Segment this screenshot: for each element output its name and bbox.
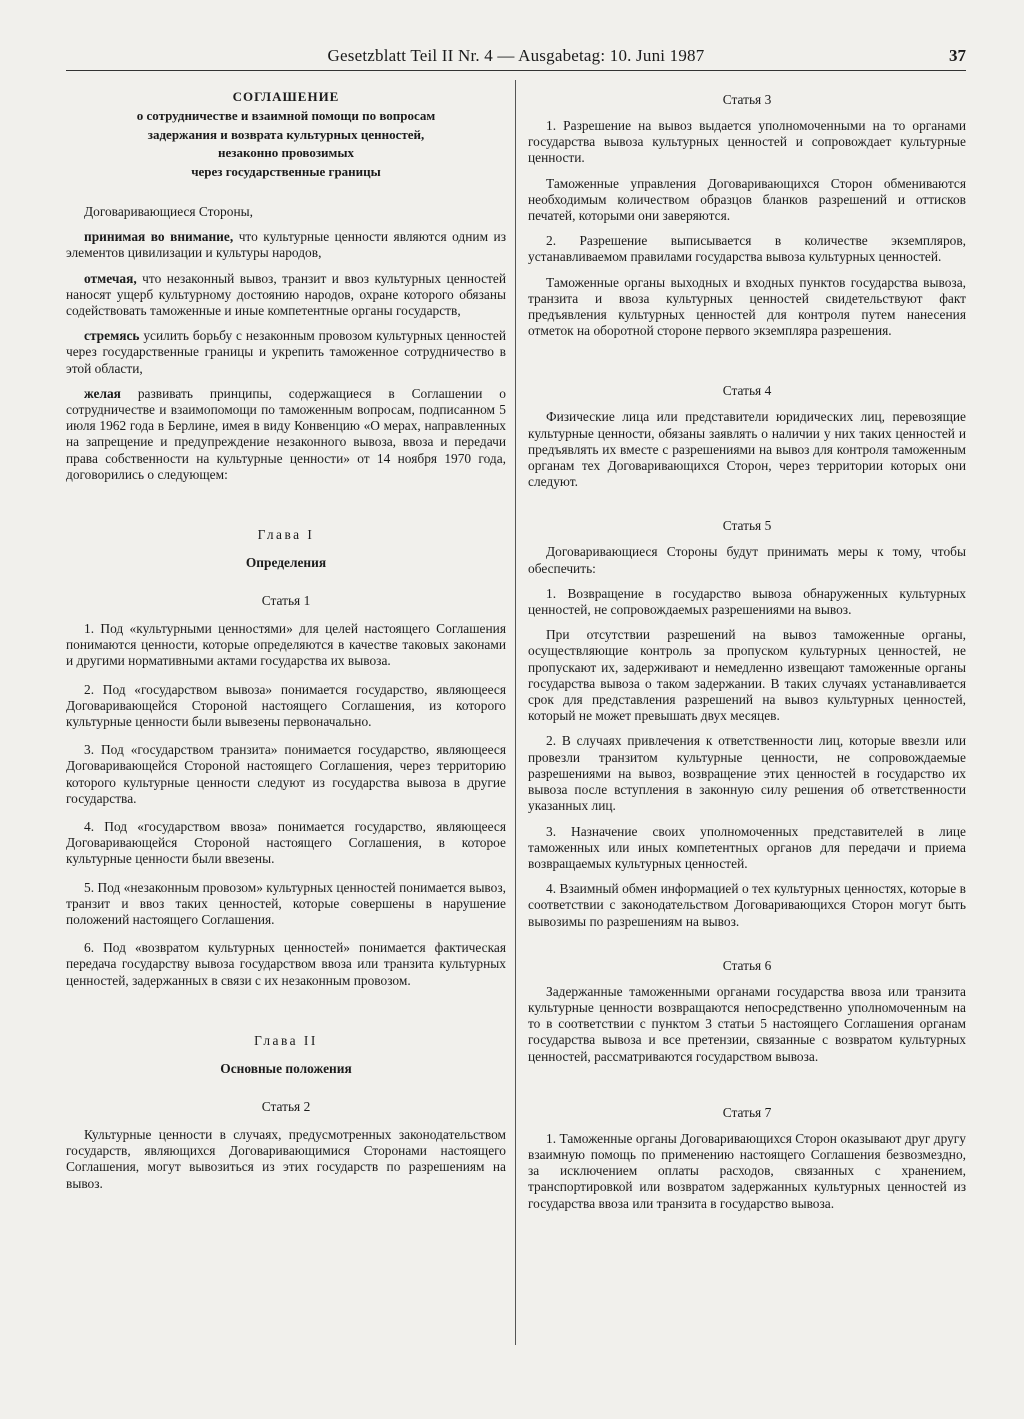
article-paragraph: Договаривающиеся Стороны будут принимать меры к тому, чтобы обеспечить: — [528, 544, 966, 576]
article-paragraph: 5. Под «незаконным провозом» культурных ценностей понимается вывоз, транзит и ввоз таких ценностей, которые совершены в нарушение положений настоящего Соглашения. — [66, 879, 506, 928]
chapter-title: Основные положения — [220, 1060, 352, 1076]
lead-phrase: желая — [84, 385, 121, 401]
header-rule — [66, 70, 966, 71]
gazette-title: Gesetzblatt Teil II Nr. 4 — Ausgabetag: 10. Juni 1987 — [327, 46, 705, 65]
article-paragraph: При отсутствии разрешений на вывоз таможенные органы, осуществляющие контроль за пропуском культурных ценностей, не пропускают их, задерживают и немедленно извещают таможенные органы государства вывоза о таком задержании. В таких случаях устанавливается срок для представления разрешений на вывоз культурных ценностей, который не может превышать двух месяцев. — [528, 627, 966, 724]
article-paragraph: 3. Под «государством транзита» понимается государство, являющееся Договаривающейся Стороной настоящего Соглашения, через территорию которого культурные ценности следуют из государства вывоза в другие государства. — [66, 742, 506, 806]
article-paragraph: Таможенные управления Договаривающихся Сторон обмениваются необходимым количеством образцов бланков разрешений и оттисков печатей, которыми они заверяются. — [528, 175, 966, 224]
article-label: Статья 1 — [261, 593, 311, 609]
article-paragraph: 1. Разрешение на вывоз выдается уполномоченными на то органами государства вывоза культурных ценностей и сопровождает культурные ценности. — [528, 118, 966, 166]
article-paragraph: 2. Разрешение выписывается в количестве экземпляров, устанавливаемом правилами государства вывоза культурных ценностей. — [528, 233, 966, 265]
left-column — [66, 82, 506, 1192]
chapter-label: Глава I — [257, 527, 315, 543]
preamble-paragraph — [66, 386, 506, 483]
article-paragraph: 2. В случаях привлечения к ответственности лиц, которые ввезли или провезли транзитом культурные ценности, не сопровождаемые разрешениями на вывоз, возвращение этих ценностей в государство их вывоза после вступления в законную силу решения об ответственности указанных лиц. — [528, 733, 966, 814]
title-line: задержания и возврата культурных ценностей, — [147, 126, 425, 142]
article-paragraph: 2. Под «государством вывоза» понимается государство, являющееся Договаривающейся Стороной настоящего Соглашения, из которого культурные ценности были вывезены первоначально. — [66, 681, 506, 730]
preamble-paragraph — [66, 229, 506, 261]
title-line: через государственные границы — [191, 164, 381, 180]
article-paragraph: Таможенные органы выходных и входных пунктов государства вывоза, транзита и ввоза культурных ценностей свидетельствуют факт предъявления культурных ценностей для контроля путем нанесения отметок на оборотной стороне первого экземпляра разрешения. — [528, 274, 966, 339]
paragraph-text: что незаконный вывоз, транзит и ввоз культурных ценностей наносят ущерб культурному достоянию народов, охране которого обязаны содействовать таможенные и иные компетентные органы государств, — [66, 270, 506, 318]
lead-phrase: отмечая, — [84, 270, 137, 286]
article-label: Статья 4 — [722, 383, 772, 399]
article-label: Статья 6 — [722, 957, 772, 973]
preamble-paragraph — [66, 328, 506, 377]
preamble-paragraph — [66, 271, 506, 320]
title-line: незаконно провозимых — [217, 145, 355, 161]
lead-phrase: принимая во внимание, — [84, 229, 234, 245]
page-number: 37 — [949, 46, 966, 65]
column-divider — [515, 80, 516, 1345]
article-paragraph: Культурные ценности в случаях, предусмотренных законодательством государств, являющихся Договаривающимися Сторонами настоящего Соглашения, могут вывозиться из этих государств по разрешениям на вывоз. — [66, 1126, 506, 1191]
right-column — [528, 82, 966, 1212]
article-paragraph: 6. Под «возвратом культурных ценностей» понимается фактическая передача государству вывоза государством ввоза или транзита культурных ценностей, задержанных в связи с их незаконным провозом. — [66, 940, 506, 988]
page-header — [66, 44, 966, 70]
article-label: Статья 3 — [722, 92, 772, 107]
article-paragraph: Задержанные таможенными органами государства ввоза или транзита культурные ценности возвращаются непосредственно уполномоченным на то в соответствии с пунктом 3 статьи 5 настоящего Соглашения органам государства вывоза и все претензии, связанные с возвратом культурных ценностей, рассматриваются государством вывоза. — [528, 983, 966, 1064]
article-label: Статья 5 — [722, 518, 772, 534]
article-label: Статья 7 — [722, 1104, 772, 1120]
article-paragraph: 1. Таможенные органы Договаривающихся Сторон оказывают друг другу взаимную помощь по применению настоящего Соглашения безвозмездно, за исключением оплаты расходов, связанных с хранением, транспортировкой или возвратом задержанных культурных ценностей из государства ввоза или транзита в государство вывоза. — [528, 1130, 966, 1211]
article-paragraph: 3. Назначение своих уполномоченных представителей в лице таможенных или иных компетентных органов для передачи и приема возвращаемых культурных ценностей. — [528, 823, 966, 871]
title-line: о сотрудничестве и взаимной помощи по вопросам — [136, 107, 436, 123]
lead-phrase: стремясь — [84, 328, 140, 344]
paragraph-text: что культурные ценности являются одним из элементов цивилизации и культуры народов, — [66, 229, 506, 261]
agreement-title — [66, 88, 506, 182]
article-paragraph: 1. Возвращение в государство вывоза обнаруженных культурных ценностей, не сопровождаемых разрешениями на вывоз. — [528, 585, 966, 618]
paragraph-text: развивать принципы, содержащиеся в Соглашении о сотрудничестве и взаимопомощи по таможенным вопросам, подписанном 5 июля 1962 года в Берлине, имея в виду Конвенцию «О мерах, направленных на запрещение и предупреждение незаконного вывоза, ввоза и передачи права собственности на культурные ценности» от 14 ноября 1970 года, договорились о следующем: — [66, 385, 506, 482]
article-paragraph: 4. Под «государством ввоза» понимается государство, являющееся Договаривающейся Стороной настоящего Соглашения, в которое культурные ценности были ввезены. — [66, 819, 506, 867]
article-paragraph: Физические лица или представители юридических лиц, перевозящие культурные ценности, обязаны заявлять о наличии у них таких ценностей и предъявлять их вместе с разрешениями на вывоз для контроля таможенным органам тех Договаривающихся Сторон, через территории которых они следуют. — [528, 409, 966, 490]
chapter-title: Определения — [245, 555, 327, 571]
article-paragraph: 1. Под «культурными ценностями» для целей настоящего Соглашения понимаются ценности, которые определяются в качестве таковых законами и другими нормативными актами государства их вывоза. — [66, 621, 506, 669]
chapter-label: Глава II — [254, 1032, 318, 1048]
preamble-intro: Договаривающиеся Стороны, — [84, 203, 253, 219]
title-line: СОГЛАШЕНИЕ — [232, 89, 340, 104]
article-paragraph: 4. Взаимный обмен информацией о тех культурных ценностях, которые в соответствии с законодательством Договаривающихся Сторон могут быть вывозимы по разрешениям на вывоз. — [528, 881, 966, 929]
article-label: Статья 2 — [261, 1098, 311, 1114]
paragraph-text: усилить борьбу с незаконным провозом культурных ценностей через государственные границы и укрепить таможенное сотрудничество в этой области, — [66, 328, 506, 376]
